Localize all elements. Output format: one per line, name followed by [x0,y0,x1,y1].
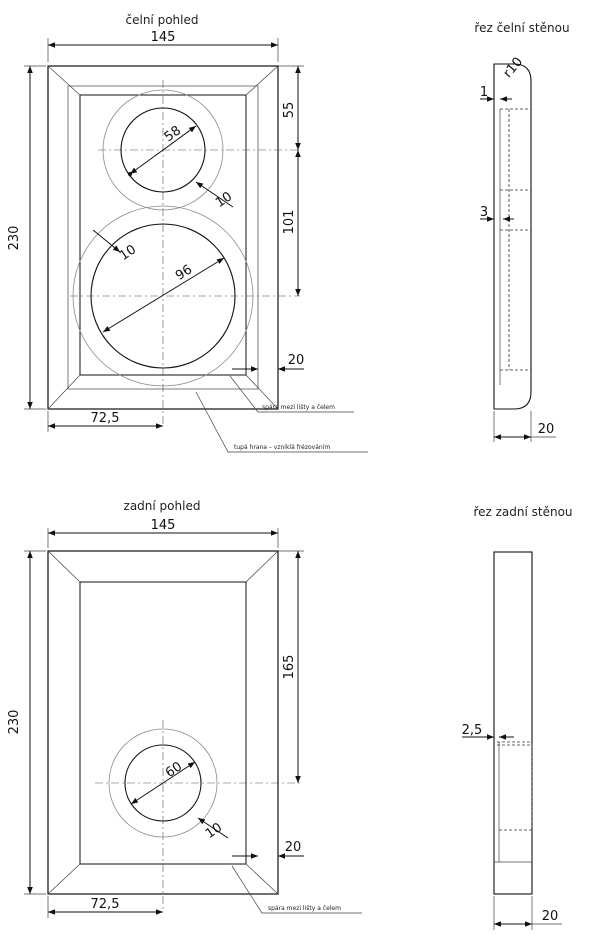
front-view-title: čelní pohled [125,13,199,27]
hole-spacing-label: 101 [282,209,297,235]
edge-leader [196,392,368,452]
back-border-label: 20 [284,840,302,855]
hole-offset-label: 165 [282,654,297,680]
fillet-radius-label: r10 [500,54,527,81]
large-hole-diameter-label: 96 [173,262,196,284]
small-ring-label: 10 [212,189,236,211]
bevel-line [246,551,278,582]
back-height-label: 230 [7,709,22,735]
front-section-view [474,21,569,442]
top-offset-label: 55 [282,101,297,119]
small-hole-diameter-label: 58 [161,123,185,146]
back-section-title: řez zadní stěnou [473,505,573,519]
large-ring-label: 10 [116,242,140,264]
front-height-label: 230 [7,225,22,251]
step1-label: 1 [479,85,489,100]
front-border-label: 20 [287,353,305,368]
bevel-line [48,66,80,95]
front-thickness-label: 20 [537,422,555,437]
bevel-line [48,551,80,582]
back-ring-label: 10 [202,820,226,842]
front-joint-note: spára mezi lišty a čelem [262,404,335,411]
back-step-label: 2,5 [461,723,483,738]
step3-label: 3 [479,205,489,220]
dimension-dot [128,172,132,176]
front-edge-note: tupá hrana – vzniklá frézováním [234,444,331,451]
back-half-width-label: 72,5 [90,897,120,912]
back-joint-note: spára mezi lišty a čelem [268,905,341,912]
front-view [7,13,368,452]
back-view [7,499,362,918]
bevel-line [48,864,80,894]
large-hole-diameter-line [103,258,224,332]
back-section-view [462,505,573,930]
back-section-profile [494,552,532,894]
back-view-title: zadní pohled [123,499,201,513]
bevel-line [48,375,80,409]
front-section-profile [494,64,531,409]
back-width-label: 145 [150,518,176,533]
bevel-line [246,66,278,95]
front-section-title: řez čelní stěnou [474,21,570,35]
bevel-line [246,864,278,894]
back-thickness-label: 20 [541,909,559,924]
front-half-width-label: 72,5 [90,411,120,426]
back-hole-diameter-label: 60 [162,759,186,781]
front-width-label: 145 [150,30,176,45]
